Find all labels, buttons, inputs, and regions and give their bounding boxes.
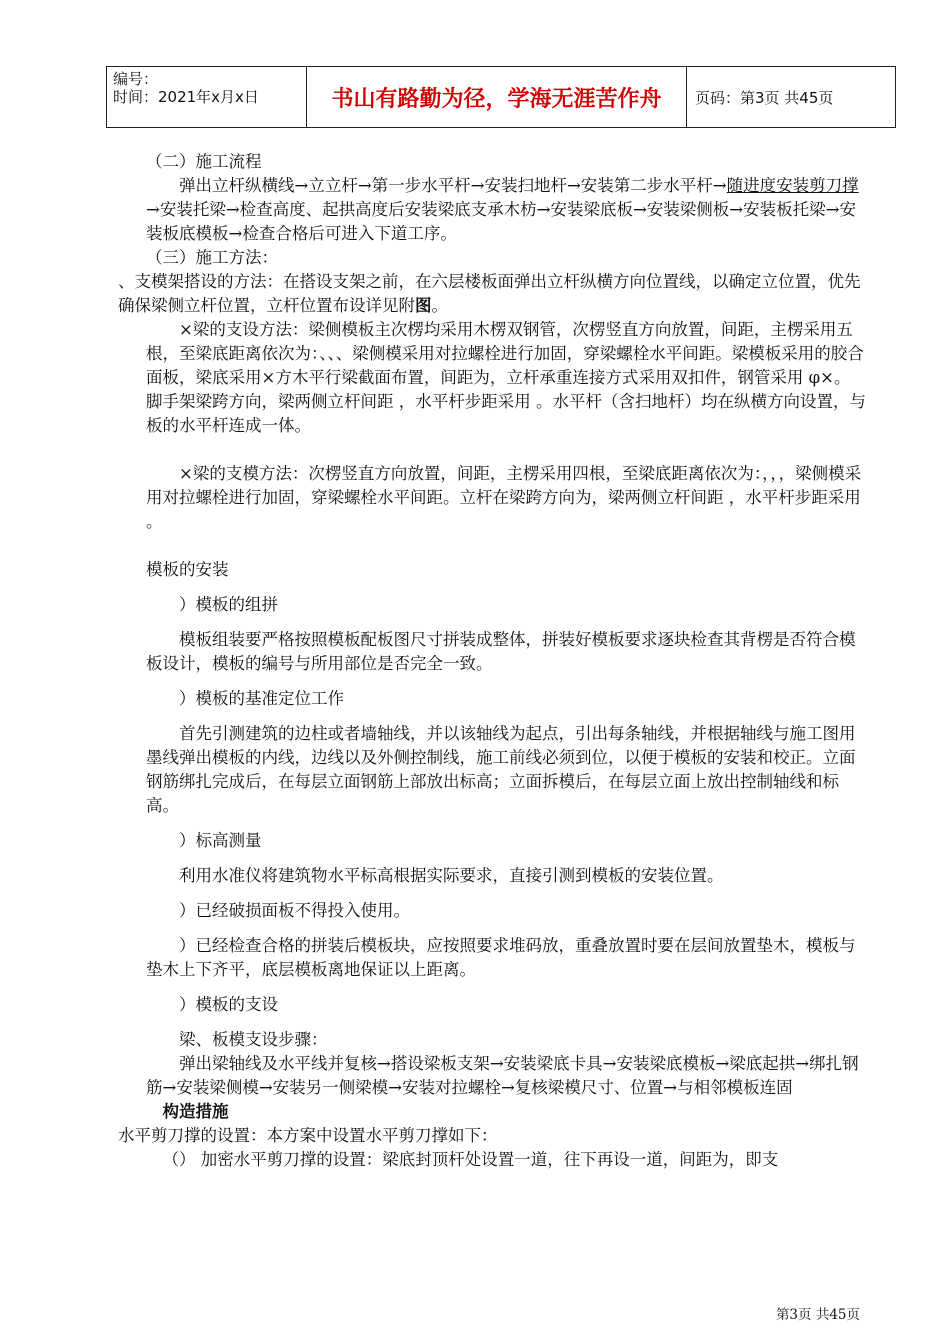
document-body [118, 150, 866, 1172]
page-footer: 第3页 共45页 [775, 1307, 860, 1323]
heading-installation: 模板的安装 [146, 560, 229, 579]
paragraph-positioning: 首先引测建筑的边柱或者墙轴线，并以该轴线为起点，引出每条轴线，并根据轴线与施工图用墨线弹出模板的内线，边线以及外侧控制线，施工前线必须到位，以便于模板的安装和校正。立面钢筋绑扎完成后，在每层立面钢筋上部放出标高；立面拆模后，在每层立面上放出控制轴线和标高。 [146, 724, 856, 815]
bold-text: 图 [415, 296, 432, 315]
heading-construction-measures: 构造措施 [162, 1102, 229, 1121]
paragraph-elevation: 利用水准仪将建筑物水平标高根据实际要求，直接引测到模板的安装位置。 [179, 866, 724, 885]
header-page-label: 页码：第3页 共45页 [695, 88, 834, 107]
page-header [106, 66, 896, 128]
paragraph-beam-support: ×梁的支设方法：梁侧模板主次楞均采用木楞双钢管，次楞竖直方向放置，间距，主楞采用五根，至梁底距离依次为：、、、梁侧模采用对拉螺栓进行加固，穿梁螺栓水平间距。梁模板采用的胶合面板，梁底采用×方木平行梁截面布置，间距为，立杆承重连接方式采用双扣件，钢管采用 φ×。脚手架梁跨方向，梁两侧立杆间距 ，水平杆步距采用 。水平杆（含扫地杆）均在纵横方向设置，与板的水平杆连成一体。 [146, 320, 866, 435]
paragraph-process-flow [146, 174, 866, 246]
paragraph-support-method [118, 270, 866, 318]
motto: 书山有路勤为径，学海无涯苦作舟 [307, 67, 687, 127]
subheading-elevation: ）标高测量 [179, 831, 262, 850]
text-span: 弹出立杆纵横线→立立杆→第一步水平杆→安装扫地杆→安装第二步水平杆→ [179, 176, 727, 195]
section-heading-method: （三）施工方法： [146, 248, 278, 267]
time-label: 时间：2021年x月x日 [113, 88, 259, 106]
underlined-text: 随进度安装剪刀撑 [726, 176, 859, 195]
subheading-support: ）模板的支设 [179, 995, 278, 1014]
paragraph-beam-formwork: ×梁的支模方法：次楞竖直方向放置，间距，主楞采用四根，至梁底距离依次为：，，，梁侧模采用对拉螺栓进行加固，穿梁螺栓水平间距。立杆在梁跨方向为，梁两侧立杆间距 ，水平杆步距采用 。 [146, 464, 862, 531]
subheading-assembly: ）模板的组拼 [179, 595, 278, 614]
paragraph-dense-brace: （） 加密水平剪刀撑的设置：梁底封顶杆处设置一道，往下再设一道，间距为，即支 [162, 1150, 779, 1169]
text-span: 。 [431, 296, 448, 315]
text-span: 、支模架搭设的方法：在搭设支架之前，在六层楼板面弹出立杆纵横方向位置线，以确定立位置，优先确保梁侧立杆位置，立杆位置布设详见附 [118, 272, 861, 315]
paragraph-assembly: 模板组装要严格按照模板配板图尺寸拼装成整体，拼装好模板要求逐块检查其背楞是否符合模板设计，模板的编号与所用部位是否完全一致。 [146, 630, 856, 673]
paragraph-steps-title: 梁、板模支设步骤： [179, 1030, 328, 1049]
text-span: →安装托梁→检查高度、起拱高度后安装梁底支承木枋→安装梁底板→安装梁侧板→安装板托梁→安装板底模板→检查合格后可进入下道工序。 [146, 200, 856, 243]
header-meta [107, 67, 307, 127]
paragraph-scissor-brace: 水平剪刀撑的设置：本方案中设置水平剪刀撑如下： [118, 1126, 498, 1145]
subheading-positioning: ）模板的基准定位工作 [179, 689, 344, 708]
section-heading-process: （二）施工流程 [146, 152, 262, 171]
paragraph-steps: 弹出梁轴线及水平线并复核→搭设梁板支架→安装梁底卡具→安装梁底模板→梁底起拱→绑扎钢筋→安装梁侧模→安装另一侧梁模→安装对拉螺栓→复核梁模尺寸、位置→与相邻模板连固 [146, 1054, 859, 1097]
paragraph-damaged-panels: ）已经破损面板不得投入使用。 [179, 901, 410, 920]
code-label: 编号： [113, 70, 159, 88]
paragraph-stacking: ）已经检查合格的拼装后模板块，应按照要求堆码放，重叠放置时要在层间放置垫木，模板与垫木上下齐平，底层模板离地保证以上距离。 [146, 936, 856, 979]
